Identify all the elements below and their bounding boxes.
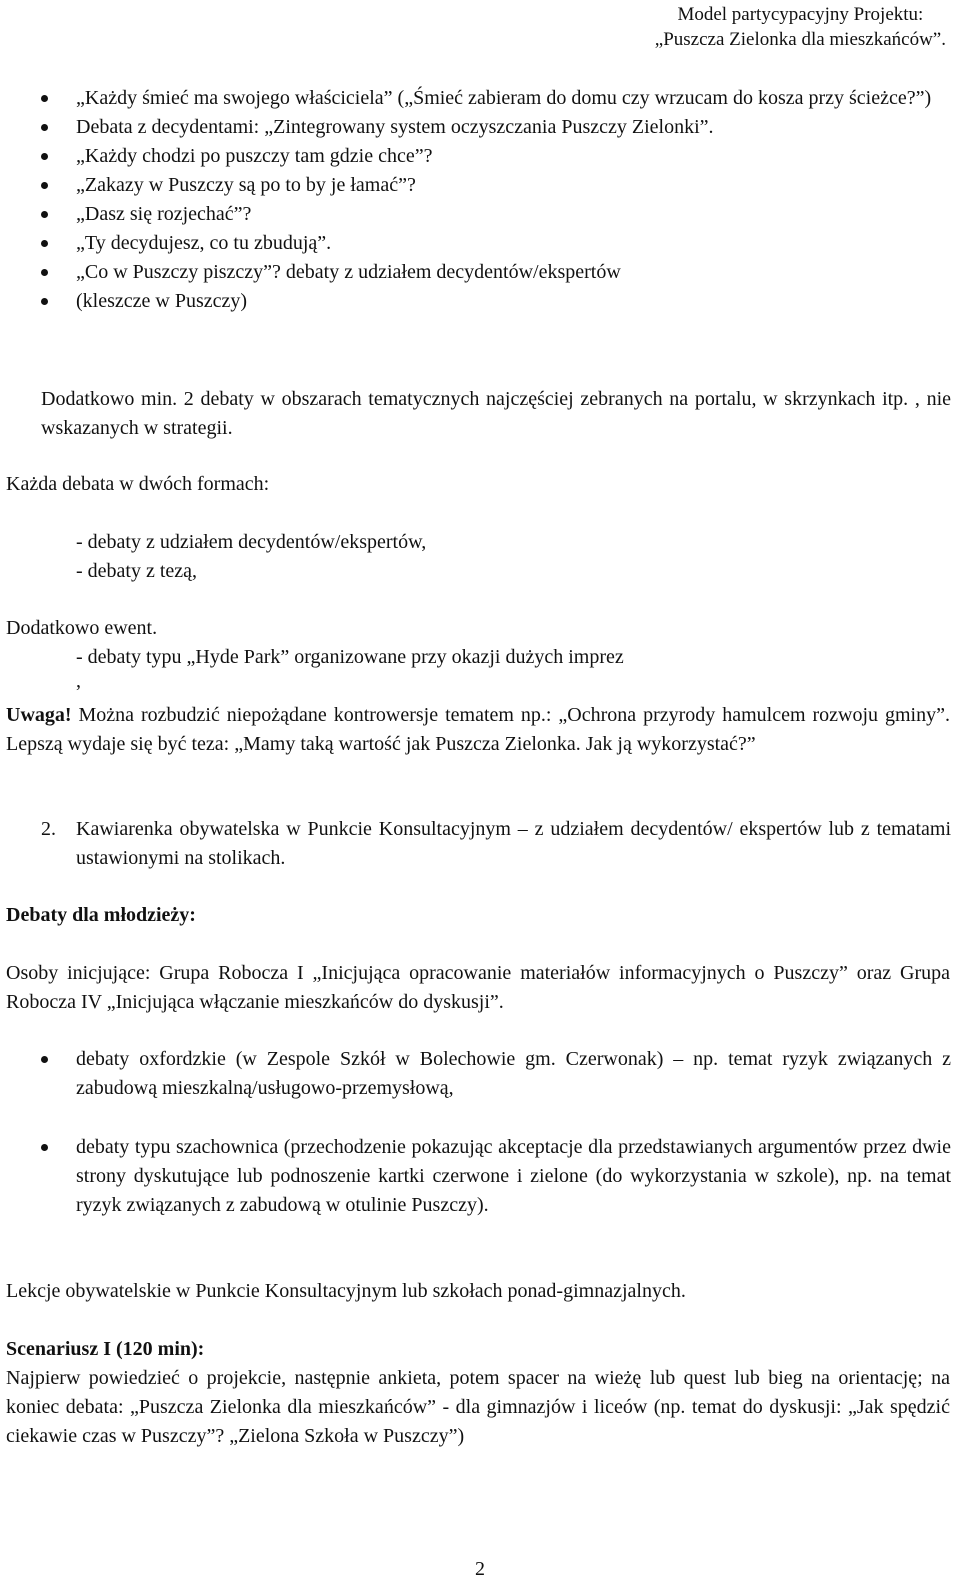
list-item: „Każdy śmieć ma swojego właściciela” („Śmieć zabieram do domu czy wrzucam do kosza przy ścieżce?”) xyxy=(41,84,951,113)
warning-paragraph xyxy=(6,701,950,759)
list-item: debaty oxfordzkie (w Zespole Szkół w Bolechowie gm. Czerwonak) – np. temat ryzyk związanych z zabudową mieszkalną/usługowo-przemysłową, xyxy=(41,1045,951,1103)
bullet-list-youth xyxy=(41,1045,951,1250)
additional-ewent-line: Dodatkowo ewent. xyxy=(6,617,158,639)
list-item: „Dasz się rozjechać”? xyxy=(41,200,951,229)
page-number: 2 xyxy=(475,1558,485,1580)
list-item: „Ty decydujesz, co tu zbudują”. xyxy=(41,229,951,258)
list-item: „Co w Puszczy piszczy”? debaty z udziałem decydentów/ekspertów xyxy=(41,258,951,287)
list-item: Debata z decydentami: „Zintegrowany system oczyszczania Puszczy Zielonki”. xyxy=(41,113,951,142)
scenario-heading: Scenariusz I (120 min): xyxy=(6,1338,205,1360)
bullet-list-debates xyxy=(41,84,951,316)
each-debate-line: Każda debata w dwóch formach: xyxy=(6,473,270,495)
list-item: „Każdy chodzi po puszczy tam gdzie chce”? xyxy=(41,142,951,171)
lessons-line: Lekcje obywatelskie w Punkcie Konsultacyjnym lub szkołach ponad-gimnazjalnych. xyxy=(6,1280,686,1302)
header-line-2: „Puszcza Zielonka dla mieszkańców”. xyxy=(654,29,946,50)
additional-debates-paragraph: Dodatkowo min. 2 debaty w obszarach tematycznych najczęściej zebranych na portalu, w skrzynkach itp. , nie wskazanych w strategii. xyxy=(41,388,951,439)
youth-heading: Debaty dla młodzieży: xyxy=(6,904,196,926)
initiators-paragraph: Osoby inicjujące: Grupa Robocza I „Inicjująca opracowanie materiałów informacyjnych o Puszczy” oraz Grupa Robocza IV „Inicjująca włączanie mieszkańców do dyskusji”. xyxy=(6,962,950,1013)
item-number: 2. xyxy=(41,818,56,840)
cafe-paragraph: Kawiarenka obywatelska w Punkcie Konsultacyjnym – z udziałem decydentów/ ekspertów lub z tematami ustawionymi na stolikach. xyxy=(76,818,951,869)
list-item: debaty typu szachownica (przechodzenie pokazując akceptacje dla przedstawianych argumentów przez dwie strony dyskutujące lub podnoszenie kartki czerwone i zielone (do wykorzystania w szkole), np. na temat ryzyk związanych z zabudową w otulinie Puszczy). xyxy=(41,1133,951,1220)
form-line-1: - debaty z udziałem decydentów/ekspertów, xyxy=(76,531,427,553)
page-header xyxy=(655,2,946,52)
header-line-1: Model partycypacyjny Projektu: xyxy=(677,4,924,25)
warning-label: Uwaga! xyxy=(6,704,72,726)
list-item: „Zakazy w Puszczy są po to by je łamać”? xyxy=(41,171,951,200)
list-item: (kleszcze w Puszczy) xyxy=(41,287,951,316)
warning-text: Można rozbudzić niepożądane kontrowersje tematem np.: „Ochrona przyrody hamulcem rozwoju gminy”. Lepszą wydaje się być teza: „Mamy taką wartość jak Puszcza Zielonka. Jak ją wykorzystać?” xyxy=(6,704,950,755)
hyde-park-line: - debaty typu „Hyde Park” organizowane przy okazji dużych imprez xyxy=(76,646,624,668)
scenario-paragraph: Najpierw powiedzieć o projekcie, następnie ankieta, potem spacer na wieżę lub quest lub bieg na orientację; na koniec debata: „Puszcza Zielonka dla mieszkańców” - dla gimnazjów i liceów (np. temat do dyskusji: „Jak spędzić ciekawie czas w Puszczy”? „Zielona Szkoła w Puszczy”) xyxy=(6,1367,950,1447)
form-line-2: - debaty z tezą, xyxy=(76,560,198,582)
stray-comma: , xyxy=(76,670,81,692)
